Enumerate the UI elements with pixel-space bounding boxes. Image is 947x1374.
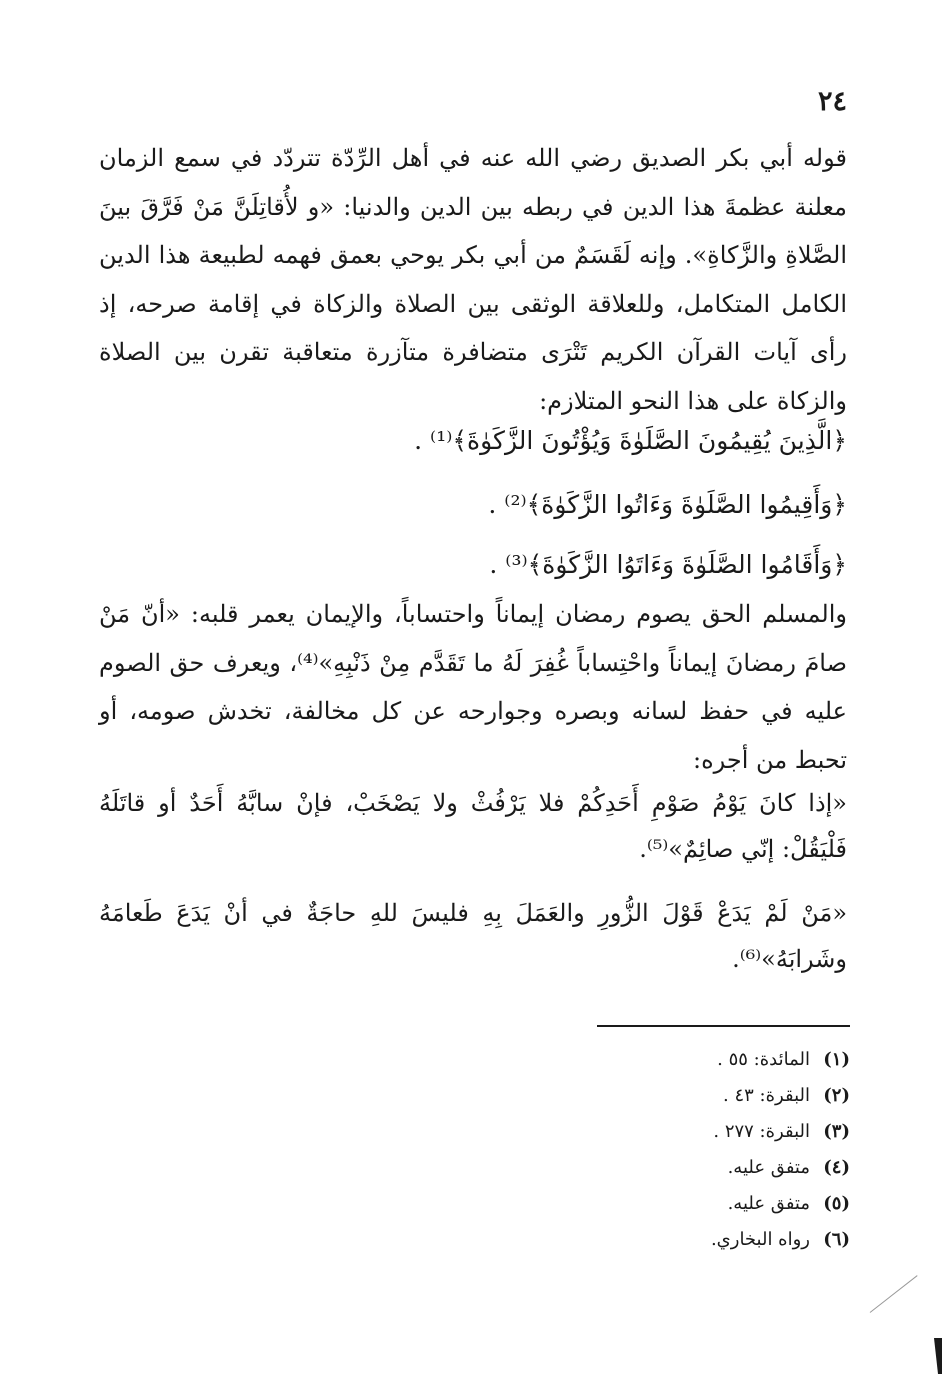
hadith-quote: «مَنْ لَمْ يَدَعْ قَوْلَ الزُّورِ والعَمَلَ بِهِ فليسَ للهِ حاجَةٌ في أنْ يَدَعَ طَعامَهُ وشَرابَهُ»⁽⁶⁾. — [99, 899, 847, 973]
footnote-item — [550, 1222, 850, 1258]
quran-verse: ﴿وَأَقَامُوا الصَّلَوٰةَ وَءَاتَوُا الزَّكَوٰةَ﴾⁽³⁾ . — [489, 550, 847, 579]
footnote-text: المائدة: ٥٥ . — [717, 1049, 810, 1070]
footnote-number: (٦) — [823, 1229, 850, 1250]
quran-verse: ﴿وَأَقِيمُوا الصَّلَوٰةَ وَءَاتُوا الزَّكَوٰةَ﴾⁽²⁾ . — [488, 490, 847, 519]
footnote-divider — [597, 1025, 850, 1027]
page-number: ٢٤ — [817, 86, 847, 117]
footnote-number: (٤) — [823, 1157, 850, 1178]
footnote-text: متفق عليه. — [727, 1193, 810, 1214]
quran-verse: ﴿الَّذِينَ يُقِيمُونَ الصَّلَوٰةَ وَيُؤْتُونَ الزَّكَوٰةَ﴾⁽¹⁾ . — [414, 426, 847, 455]
footnotes-list — [550, 1042, 850, 1258]
hadith-quote: «إذا كانَ يَوْمُ صَوْمِ أَحَدِكُمْ فلا يَرْفُثْ ولا يَصْخَبْ، فإنْ سابَّهُ أَحَدٌ أو قاتَلَهُ فَلْيَقُلْ: إنّي صائِمٌ»⁽⁵⁾. — [99, 789, 847, 863]
scan-edge-line — [870, 1275, 918, 1313]
scan-edge-mark — [934, 1338, 942, 1374]
footnote-item — [550, 1078, 850, 1114]
paragraph-intro: قوله أبي بكر الصديق رضي الله عنه في أهل الرِّدّة تتردّد في سمع الزمان معلنة عظمةَ هذا الدين في ربطه بين الدين والدنيا: «و لأُقاتِلَنَّ مَنْ فَرَّقَ بينَ الصَّلاةِ والزَّكاةِ». وإنه لَقَسَمٌ من أبي بكر يوحي بعمق فهمه لطبيعة هذا الدين الكامل المتكامل، وللعلاقة الوثقى بين الصلاة والزكاة في إقامة صرحه، إذ رأى آيات القرآن الكريم تَتْرَى متضافرة متآزرة متعاقبة تقرن بين الصلاة والزكاة على هذا النحو المتلازم: — [99, 144, 847, 415]
footnote-item — [550, 1114, 850, 1150]
footnote-text: البقرة: ٢٧٧ . — [713, 1121, 810, 1142]
footnote-number: (٣) — [823, 1121, 850, 1142]
footnote-number: (٥) — [823, 1193, 850, 1214]
footnote-item — [550, 1186, 850, 1222]
footnote-text: رواه البخاري. — [710, 1229, 810, 1250]
footnote-number: (٢) — [823, 1085, 850, 1106]
footnote-item — [550, 1150, 850, 1186]
footnote-item — [550, 1042, 850, 1078]
footnote-text: متفق عليه. — [727, 1157, 810, 1178]
footnote-text: البقرة: ٤٣ . — [723, 1085, 810, 1106]
paragraph-fasting: والمسلم الحق يصوم رمضان إيماناً واحتساباً، والإيمان يعمر قلبه: «أنّ مَنْ صامَ رمضانَ إيماناً واحْتِساباً غُفِرَ لَهُ ما تَقَدَّم مِنْ ذَنْبِهِ»⁽⁴⁾، ويعرف حق الصوم عليه في حفظ لسانه وبصره وجوارحه عن كل مخالفة، تخدش صومه، أو تحبط من أجره: — [99, 600, 847, 774]
footnote-number: (١) — [823, 1049, 850, 1070]
